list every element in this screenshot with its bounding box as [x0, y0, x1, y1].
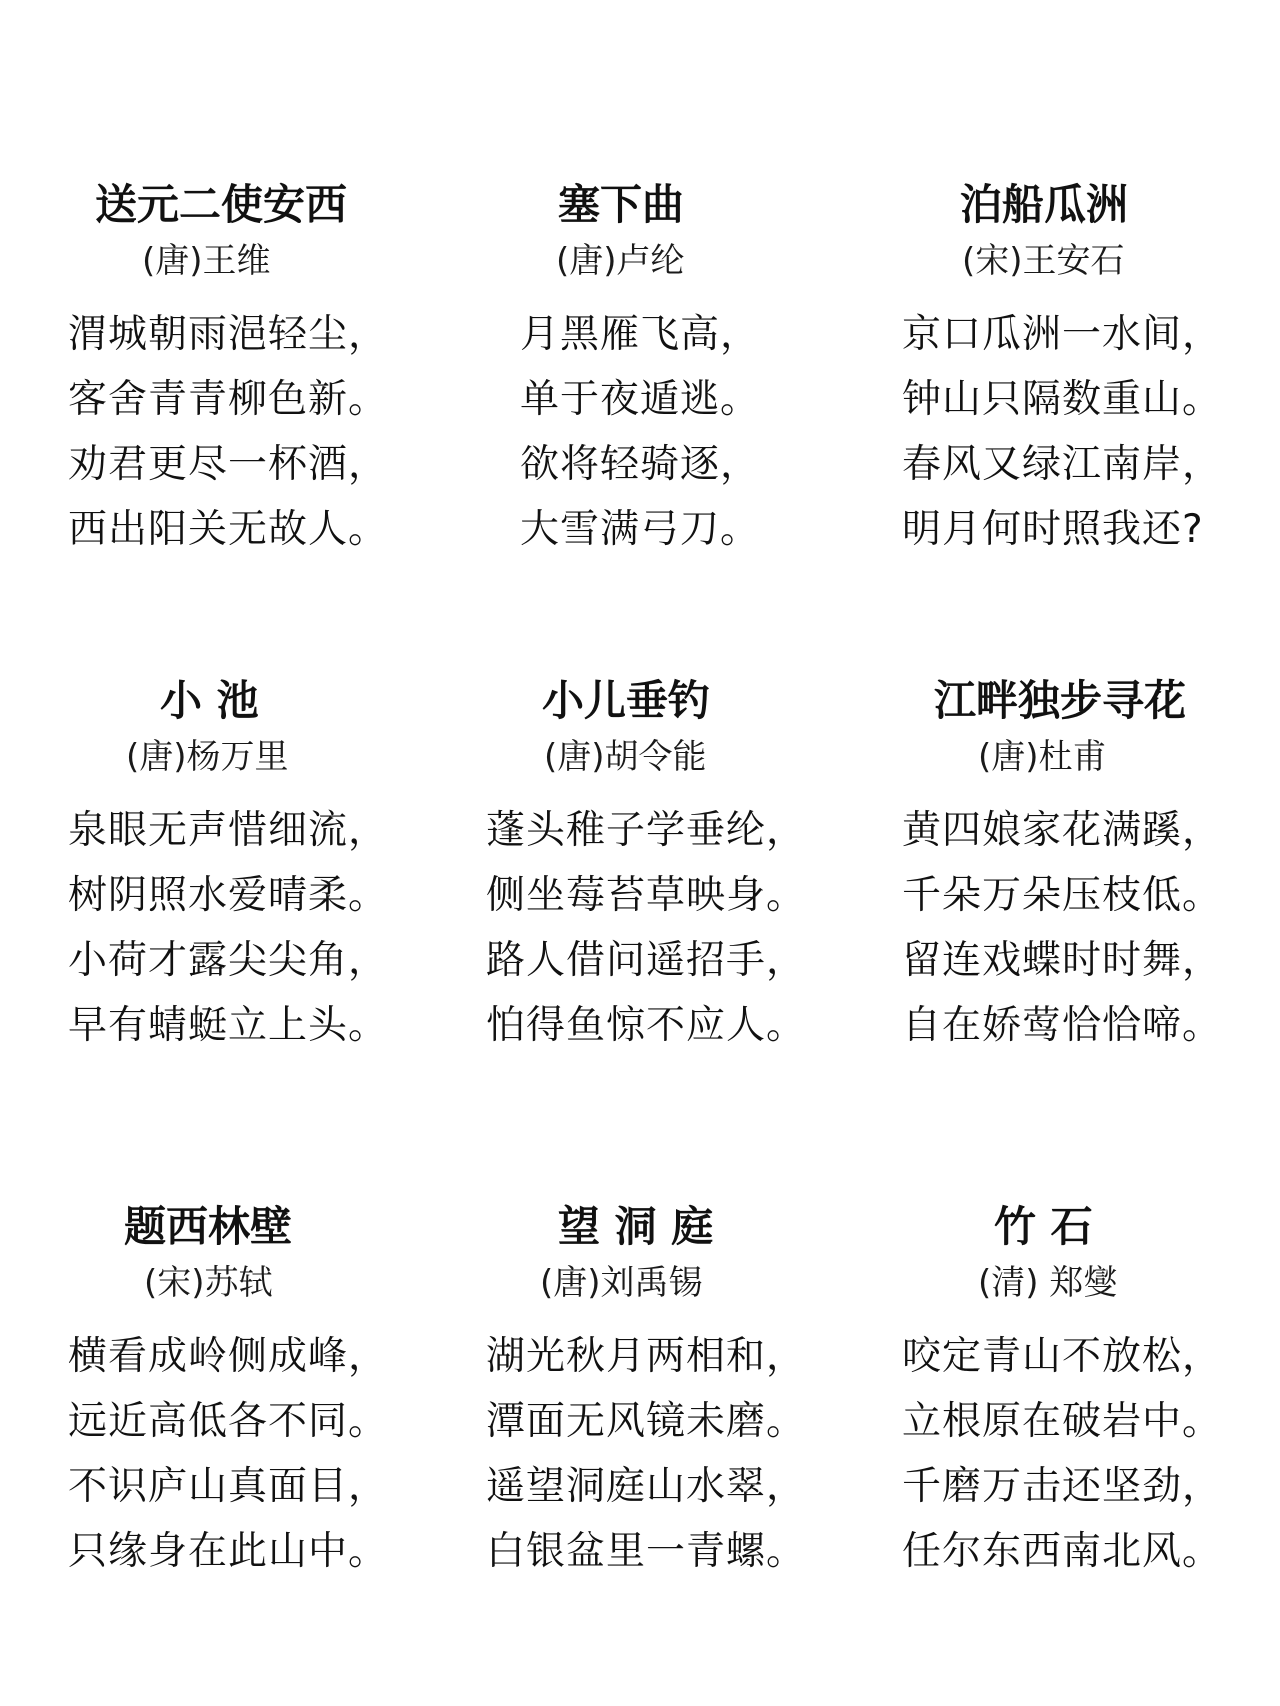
poem-title: 竹 石 — [994, 1202, 1093, 1251]
poem-lines — [902, 1324, 1222, 1584]
poem-line: 欲将轻骑逐， — [520, 442, 761, 487]
poem-line: 横看成岭侧成峰， — [68, 1334, 389, 1379]
poem-title: 泊船瓜洲 — [960, 180, 1129, 229]
poem-line: 明月何时照我还? — [902, 507, 1204, 552]
poem-line: 自在娇莺恰恰啼。 — [902, 1003, 1223, 1048]
poem-title: 题西林壁 — [124, 1202, 293, 1251]
poem-title: 小儿垂钓 — [542, 676, 711, 725]
poem-line: 月黑雁飞高， — [520, 312, 761, 357]
poem-lines — [902, 798, 1222, 1058]
poem-line: 劝君更尽一杯酒， — [68, 442, 389, 487]
poem-line: 单于夜遁逃。 — [520, 377, 761, 422]
poem-line: 树阴照水爱晴柔。 — [68, 873, 389, 918]
poem-line: 只缘身在此山中。 — [68, 1529, 389, 1574]
poem-line: 任尔东西南北风。 — [902, 1529, 1223, 1574]
poem-title: 塞下曲 — [558, 180, 685, 229]
poem-line: 远近高低各不同。 — [68, 1399, 389, 1444]
poem-line: 西出阳关无故人。 — [68, 507, 389, 552]
poem-lines — [486, 798, 806, 1058]
poem-line: 怕得鱼惊不应人。 — [486, 1003, 807, 1048]
poem-line: 渭城朝雨浥轻尘， — [68, 312, 389, 357]
poem-line: 侧坐莓苔草映身。 — [486, 873, 807, 918]
poem-lines — [520, 302, 760, 562]
poem-line: 千磨万击还坚劲， — [902, 1464, 1223, 1509]
poem-line: 小荷才露尖尖角， — [68, 938, 389, 983]
poem-line: 不识庐山真面目， — [68, 1464, 389, 1509]
poem-line: 千朵万朵压枝低。 — [902, 873, 1223, 918]
poem-line: 泉眼无声惜细流， — [68, 808, 389, 853]
poem-author: (唐)杜甫 — [978, 737, 1107, 777]
poem-line: 客舍青青柳色新。 — [68, 377, 389, 422]
poem-line: 咬定青山不放松， — [902, 1334, 1223, 1379]
poem-author: (宋)王安石 — [962, 241, 1125, 281]
poem-title: 望 洞 庭 — [558, 1202, 714, 1251]
poem-lines — [486, 1324, 806, 1584]
poem-title: 送元二使安西 — [95, 180, 348, 229]
poem-line: 遥望洞庭山水翠， — [486, 1464, 807, 1509]
poem-lines — [902, 302, 1222, 562]
poem-author: (唐)杨万里 — [126, 737, 289, 777]
poem-line: 春风又绿江南岸， — [902, 442, 1223, 487]
poem-line: 蓬头稚子学垂纶， — [486, 808, 807, 853]
poem-title: 江畔独步寻花 — [934, 676, 1187, 725]
poem-line: 潭面无风镜未磨。 — [486, 1399, 807, 1444]
poem-author: (唐)刘禹锡 — [540, 1263, 703, 1303]
poem-lines — [68, 798, 388, 1058]
poem-line: 大雪满弓刀。 — [520, 507, 761, 552]
poem-line: 黄四娘家花满蹊， — [902, 808, 1223, 853]
poem-author: (唐)卢纶 — [556, 241, 685, 281]
poem-line: 留连戏蝶时时舞， — [902, 938, 1223, 983]
poem-lines — [68, 302, 388, 562]
poem-line: 钟山只隔数重山。 — [902, 377, 1223, 422]
poem-author: (宋)苏轼 — [144, 1263, 273, 1303]
poem-line: 京口瓜洲一水间， — [902, 312, 1223, 357]
poem-author: (唐)王维 — [142, 241, 271, 281]
poem-author: (清) 郑燮 — [978, 1263, 1118, 1303]
poem-lines — [68, 1324, 388, 1584]
poem-line: 路人借问遥招手， — [486, 938, 807, 983]
poem-line: 立根原在破岩中。 — [902, 1399, 1223, 1444]
poem-author: (唐)胡令能 — [544, 737, 707, 777]
poem-title: 小 池 — [160, 676, 259, 725]
poem-line: 早有蜻蜓立上头。 — [68, 1003, 389, 1048]
poem-line: 湖光秋月两相和， — [486, 1334, 807, 1379]
poem-line: 白银盆里一青螺。 — [486, 1529, 807, 1574]
